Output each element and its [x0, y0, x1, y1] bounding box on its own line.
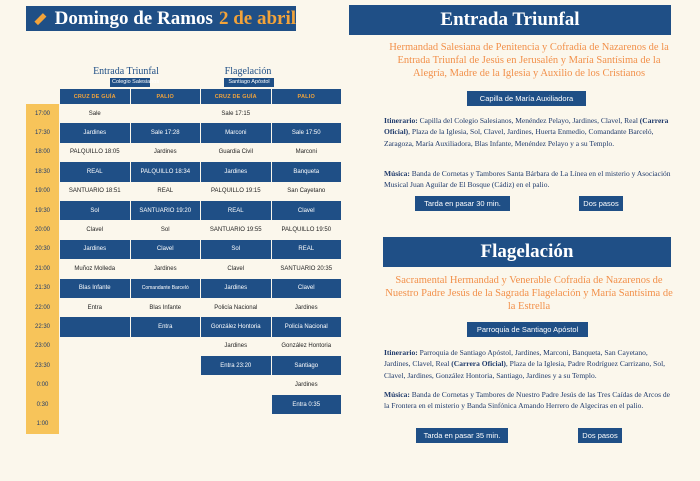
header-palio-entrada: PALIO: [131, 89, 201, 104]
schedule-cell: [201, 414, 271, 433]
schedule-cell: SANTUARIO 18:51: [68, 188, 121, 195]
schedule-cell: Policía Nacional: [214, 304, 258, 311]
schedule-cell: REAL: [201, 201, 271, 220]
schedule-cell: Sol: [60, 201, 130, 220]
pasos-badge-flagelacion: Dos pasos: [578, 428, 622, 443]
schedule-cell: [60, 395, 130, 414]
section-title-flagelacion: Flagelación: [383, 237, 671, 267]
time-cell: 0:30: [26, 395, 59, 414]
group-tag-entrada: Colegio Salesianos: [112, 79, 160, 85]
itinerario-text-a: Parroquia de Santiago Apóstol, Jardines, Marconi, Banqueta, San Cayetano, Jardines, Clavel, Real: [384, 348, 648, 369]
schedule-cell: González Hontoria: [281, 343, 332, 350]
time-cell: 0:00: [26, 375, 59, 394]
day-name: Domingo de Ramos: [54, 7, 213, 29]
itinerario-text-c: , Plaza de la Iglesia, Padre Rodríguez Carrizano, Sol, Clavel, Jardines, González Hontoria, Santiago, Jardines y a su Templo.: [384, 359, 666, 380]
schedule-cell: PALQUILLO 18:05: [69, 149, 120, 156]
schedule-cell: [201, 395, 271, 414]
schedule-cell: Entra: [87, 304, 102, 311]
schedule-cell: Jardines: [201, 162, 271, 181]
schedule-cell: SANTUARIO 20:35: [280, 265, 333, 272]
schedule-cell: PALQUILLO 19:50: [281, 227, 332, 234]
header-cruz-entrada: CRUZ DE GUÍA: [60, 89, 130, 104]
time-cell: 20:00: [26, 220, 59, 239]
schedule-cell: [60, 337, 130, 356]
schedule-cell: Jardines: [60, 123, 130, 142]
time-cell: 18:00: [26, 143, 59, 162]
schedule-cell: [131, 375, 201, 394]
table-row: [26, 259, 342, 278]
time-cell: 22:00: [26, 298, 59, 317]
schedule-cell: [131, 395, 201, 414]
table-row: [26, 104, 342, 123]
parroquia-badge: Parroquia de Santiago Apóstol: [467, 322, 588, 337]
schedule-cell: Jardines: [201, 279, 271, 298]
schedule-cell: Jardines: [294, 304, 318, 311]
schedule-cell: [272, 414, 342, 433]
day-title-bar: [26, 6, 296, 31]
table-row: [26, 298, 342, 317]
schedule-cell: Clavel: [227, 265, 245, 272]
schedule-cell: [60, 414, 130, 433]
schedule-cell: Sale 17:15: [221, 110, 251, 117]
schedule-table: [26, 89, 342, 434]
table-row: [26, 201, 342, 220]
section-title-entrada: Entrada Triunfal: [349, 5, 671, 35]
table-row: [26, 220, 342, 239]
time-cell: 23:00: [26, 337, 59, 356]
schedule-cell: [60, 356, 130, 375]
table-row: [26, 240, 342, 259]
schedule-cell: Muñoz Molleda: [74, 265, 116, 272]
schedule-cell: [131, 337, 201, 356]
pasos-badge-entrada: Dos pasos: [579, 196, 623, 211]
time-cell: 23:30: [26, 356, 59, 375]
schedule-cell: [201, 375, 271, 394]
header-time-blank: [26, 89, 59, 104]
table-row: [26, 375, 342, 394]
schedule-cell: Entra 23:20: [201, 356, 271, 375]
hermandad-flagelacion: Sacramental Hermandad y Venerable Cofradía de Nazarenos de Nuestro Padre Jesús de la Sagrada Flagelación y María Santísima de la Estrella: [385, 275, 673, 312]
header-palio-flagelacion: PALIO: [272, 89, 342, 104]
carrera-oficial: (Carrera Oficial): [451, 359, 506, 369]
tarda-badge-flagelacion: Tarda en pasar 35 min.: [416, 428, 508, 443]
itinerario-text-c: , Plaza de la Iglesia, Sol, Clavel, Jardines, Huerta Enmedio, Comandante Barceló, Zaragoza, María Auxiliadora, Blas Infante, Menéndez Pelayo y a su Templo.: [384, 127, 654, 148]
schedule-cell: Jardines: [294, 382, 318, 389]
schedule-cell: Clavel: [86, 227, 104, 234]
day-date: 2 de abril: [218, 7, 296, 29]
musica-label: Música:: [384, 390, 410, 399]
schedule-cell: Entra 0:35: [272, 395, 342, 414]
time-cell: 17:00: [26, 104, 59, 123]
table-row: [26, 182, 342, 201]
hermandad-entrada: Hermandad Salesiana de Penitencia y Cofradía de Nazarenos de la Entrada Triunfal de Jesús en Jerusalén y María Santísima de la Alegría, Madre de la Iglesia y Auxilio de los Cristianos: [389, 42, 669, 79]
schedule-cell: Guardia Civil: [218, 149, 253, 156]
day-title: [55, 8, 296, 30]
schedule-cell: PALQUILLO 19:15: [210, 188, 261, 195]
schedule-cell: [131, 356, 201, 375]
schedule-cell: Marconi: [295, 149, 317, 156]
schedule-cell: Banqueta: [272, 162, 342, 181]
header-cruz-flagelacion: CRUZ DE GUÍA: [201, 89, 271, 104]
itinerario-label: Itinerario:: [384, 348, 418, 357]
itinerario-text-a: Capilla del Colegio Salesianos, Menéndez Pelayo, Jardines, Clavel, Real: [419, 116, 638, 125]
carrera-oficial: (Carrera Oficial): [384, 116, 669, 137]
schedule-cell: Jardines: [153, 149, 177, 156]
time-cell: 17:30: [26, 123, 59, 142]
schedule-cell: San Cayetano: [287, 188, 326, 195]
schedule-cell: Sale: [88, 110, 101, 117]
schedule-cell: Jardines: [60, 240, 130, 259]
schedule-cell: Policía Nacional: [272, 317, 342, 336]
schedule-cell: [131, 414, 201, 433]
schedule-cell: Clavel: [272, 279, 342, 298]
table-row: [26, 356, 342, 375]
schedule-cell: Blas Infante: [60, 279, 130, 298]
time-cell: 19:00: [26, 182, 59, 201]
table-row: [26, 143, 342, 162]
table-header-row: [26, 89, 342, 104]
musica-flagelacion: [384, 389, 674, 412]
table-row: [26, 279, 342, 298]
schedule-cell: [272, 104, 342, 123]
schedule-cell: REAL: [60, 162, 130, 181]
group-tag-flagelacion: Santiago Apóstol: [224, 78, 274, 87]
schedule-cell: SANTUARIO 19:55: [209, 227, 262, 234]
schedule-cell: Sale 17:28: [131, 123, 201, 142]
itinerario-entrada: [384, 115, 674, 149]
schedule-cell: Jardines: [224, 343, 248, 350]
schedule-cell: Sale 17:50: [272, 123, 342, 142]
schedule-cell: Sol: [160, 227, 170, 234]
schedule-cell: PALQUILLO 18:34: [131, 162, 201, 181]
schedule-cell: Entra: [131, 317, 201, 336]
time-cell: 18:30: [26, 162, 59, 181]
itinerario-label: Itinerario:: [384, 116, 418, 125]
schedule-cell: SANTUARIO 19:20: [131, 201, 201, 220]
time-cell: 21:00: [26, 259, 59, 278]
schedule-cell: Santiago: [272, 356, 342, 375]
schedule-cell: González Hontoria: [201, 317, 271, 336]
musica-text: Banda de Cornetas y Tambores Santa Bárbara de La Línea en el misterio y Asociación Musical Juan Aguilar de El Bosque (Cádiz) en el palio.: [384, 169, 671, 190]
schedule-cell: Sol: [201, 240, 271, 259]
itinerario-flagelacion: [384, 347, 674, 381]
table-row: [26, 414, 342, 433]
table-row: [26, 317, 342, 336]
time-cell: 1:00: [26, 414, 59, 433]
schedule-cell: Clavel: [131, 240, 201, 259]
schedule-cell: REAL: [272, 240, 342, 259]
time-cell: 19:30: [26, 201, 59, 220]
musica-entrada: [384, 168, 674, 191]
schedule-cell: [131, 104, 201, 123]
schedule-cell: Comandante Barceló: [131, 279, 201, 298]
tarda-badge-entrada: Tarda en pasar 30 min.: [415, 196, 510, 211]
table-row: [26, 395, 342, 414]
musica-text: Banda de Cornetas y Tambores de Nuestro Padre Jesús de las Tres Caídas de Arcos de la Frontera en el misterio y Banda Sinfónica Amando Herrero de Algeciras en el palio.: [384, 390, 670, 411]
schedule-cell: Clavel: [272, 201, 342, 220]
schedule-cell: Jardines: [153, 265, 177, 272]
musica-label: Música:: [384, 169, 410, 178]
table-row: [26, 162, 342, 181]
time-cell: 21:30: [26, 279, 59, 298]
schedule-cell: [60, 317, 130, 336]
time-cell: 22:30: [26, 317, 59, 336]
table-row: [26, 123, 342, 142]
capilla-badge: Capilla de María Auxiliadora: [467, 91, 586, 106]
schedule-cell: REAL: [157, 188, 174, 195]
group-title-flagelacion: Flagelación: [224, 66, 272, 77]
schedule-cell: Marconi: [201, 123, 271, 142]
schedule-cell: Blas Infante: [149, 304, 182, 311]
group-title-entrada: Entrada Triunfal: [93, 66, 159, 77]
diamond-icon: [34, 13, 46, 25]
schedule-cell: [60, 375, 130, 394]
time-cell: 20:30: [26, 240, 59, 259]
table-row: [26, 337, 342, 356]
